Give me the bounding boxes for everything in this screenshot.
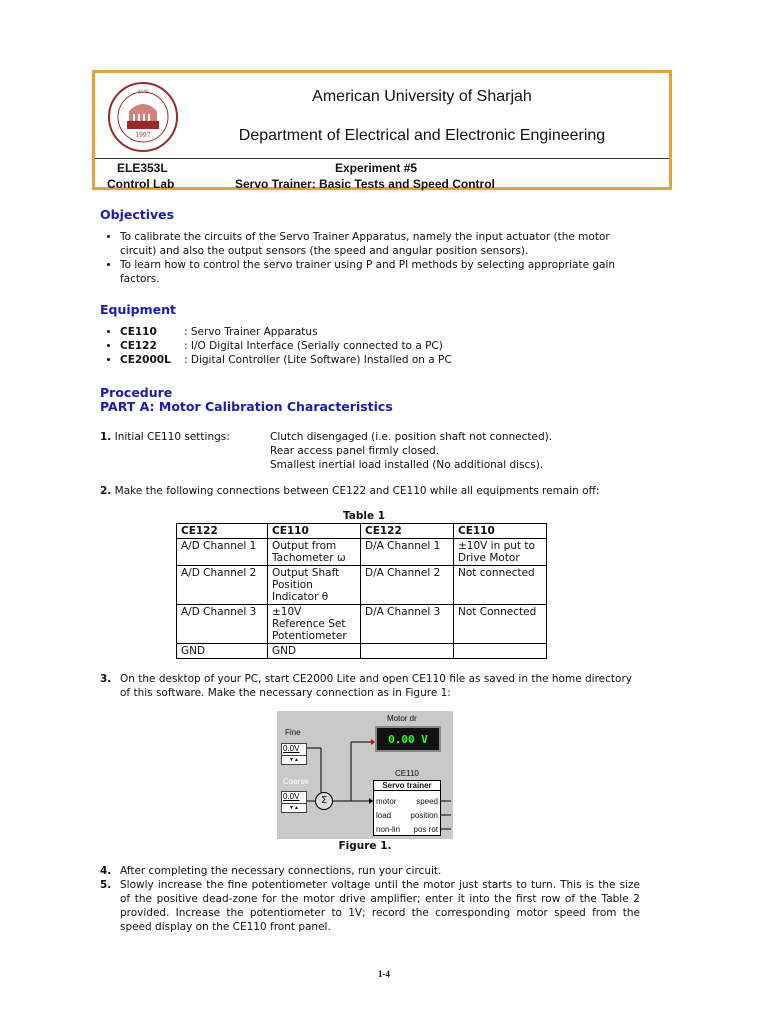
input-port-motor: motor — [376, 797, 397, 806]
objective-item: • To calibrate the circuits of the Servo Trainer Apparatus, namely the input actuator (the motor circuit) and also the output sensors (the speed and angular position sensors). — [120, 230, 640, 258]
equipment-desc: : I/O Digital Interface (Serially connected to a PC) — [184, 340, 443, 352]
objective-item: • To learn how to control the servo trainer using P and PI methods by selecting appropriate gain factors. — [120, 258, 640, 286]
output-port-pos-rot: pos rot — [413, 825, 438, 834]
fine-label: Fine — [285, 728, 301, 737]
document-header — [92, 70, 672, 190]
equipment-heading: Equipment — [100, 302, 176, 317]
equipment-item — [120, 339, 640, 353]
equipment-item — [120, 325, 640, 339]
table-cell: A/D Channel 3 — [177, 605, 268, 644]
fine-potentiometer[interactable] — [281, 743, 307, 765]
coarse-value: 0.0V — [283, 792, 300, 801]
input-port-non-lin: non-lin — [376, 825, 401, 834]
motor-voltage-display — [375, 726, 441, 752]
table-cell: D/A Channel 1 — [361, 539, 454, 566]
step-2-text: Make the following connections between CE122 and CE110 while all equipments remain off: — [114, 485, 600, 497]
step-5 — [100, 878, 640, 934]
objectives-heading: Objectives — [100, 207, 175, 222]
table-header-cell: CE122 — [177, 524, 268, 539]
step-1 — [100, 430, 640, 472]
equipment-code: CE122 — [120, 340, 157, 352]
svg-text:AUS: AUS — [137, 89, 149, 95]
equipment-code: CE110 — [120, 326, 157, 338]
summing-junction-icon: Σ — [315, 792, 333, 810]
table-cell: Output from Tachometer ω — [268, 539, 361, 566]
figure-1-diagram — [277, 711, 453, 839]
equipment-desc: : Digital Controller (Lite Software) Installed on a PC — [184, 354, 452, 366]
table-cell: Not Connected — [454, 605, 547, 644]
fine-stepper-arrows[interactable]: ▾ ▴ — [282, 755, 306, 764]
figure-1-caption: Figure 1. — [338, 840, 392, 852]
motor-display-label: Motor dr — [387, 714, 417, 723]
coarse-stepper-arrows[interactable]: ▾ ▴ — [282, 803, 306, 812]
table-cell: A/D Channel 1 — [177, 539, 268, 566]
part-a-heading: PART A: Motor Calibration Characteristics — [100, 399, 393, 414]
step-number: 1. — [100, 431, 112, 443]
motor-voltage-value: 0.00 V — [388, 733, 428, 746]
table-row — [177, 644, 547, 659]
step-number: 4. — [100, 865, 112, 877]
step-2 — [100, 484, 640, 498]
setting-line: Rear access panel firmly closed. — [270, 445, 440, 457]
table-header-cell: CE122 — [361, 524, 454, 539]
page-number: 1-4 — [378, 969, 390, 979]
setting-line: Smallest inertial load installed (No additional discs). — [270, 459, 544, 471]
experiment-number: Experiment #5 — [335, 161, 418, 175]
table-cell: Output Shaft Position Indicator θ — [268, 566, 361, 605]
equipment-section — [100, 303, 640, 367]
objectives-section — [100, 208, 640, 286]
step-number: 2. — [100, 485, 112, 497]
step-number: 3. — [100, 673, 112, 685]
equipment-list — [100, 325, 640, 367]
table-cell: GND — [177, 644, 268, 659]
coarse-label: Coarse — [283, 777, 309, 786]
servo-block-name: Servo trainer — [374, 781, 440, 791]
step-1-label: Initial CE110 settings: — [114, 431, 230, 443]
table-cell — [361, 644, 454, 659]
table-1 — [176, 523, 547, 659]
svg-text:1997: 1997 — [135, 132, 151, 139]
step-3 — [100, 672, 640, 700]
table-header-cell: CE110 — [268, 524, 361, 539]
course-name: Control Lab — [107, 177, 175, 191]
table-cell: D/A Channel 2 — [361, 566, 454, 605]
table-row — [177, 566, 547, 605]
equipment-code: CE2000L — [120, 354, 171, 366]
experiment-title: Servo Trainer: Basic Tests and Speed Control — [235, 177, 495, 191]
step-4 — [100, 864, 640, 878]
step-3-text: On the desktop of your PC, start CE2000 Lite and open CE110 file as saved in the home directory of this software. Make the necessary connection as in Figure 1: — [120, 673, 632, 699]
department-name: Department of Electrical and Electronic Engineering — [238, 127, 606, 144]
table-cell: A/D Channel 2 — [177, 566, 268, 605]
table-cell: ±10V Reference Set Potentiometer — [268, 605, 361, 644]
procedure-section — [100, 386, 640, 414]
output-port-position: position — [410, 811, 438, 820]
fine-value: 0.0V — [283, 744, 300, 753]
equipment-item — [120, 353, 640, 367]
servo-trainer-block[interactable] — [373, 780, 441, 836]
step-number: 5. — [100, 879, 112, 891]
table-header-row — [177, 524, 547, 539]
equipment-desc: : Servo Trainer Apparatus — [184, 326, 318, 338]
course-code: ELE353L — [117, 161, 168, 175]
table-cell: ±10V in put to Drive Motor — [454, 539, 547, 566]
table-cell: D/A Channel 3 — [361, 605, 454, 644]
table-cell — [454, 644, 547, 659]
table-row — [177, 605, 547, 644]
header-divider — [95, 158, 669, 159]
input-port-load: load — [376, 811, 392, 820]
step-5-text: Slowly increase the fine potentiometer voltage until the motor just starts to turn. This is the size of the positive dead-zone for the motor drive amplifier; enter it into the first row of the Table 2 provided. Increase the potentiometer to 1V; record the corresponding motor speed from the speed display on the CE110 front panel. — [120, 879, 640, 933]
step-1-settings — [270, 430, 552, 472]
table-1-caption: Table 1 — [342, 510, 386, 522]
objectives-list — [100, 230, 640, 286]
setting-line: Clutch disengaged (i.e. position shaft not connected). — [270, 431, 553, 443]
table-cell: GND — [268, 644, 361, 659]
university-name: American University of Sharjah — [312, 88, 532, 105]
table-header-cell: CE110 — [454, 524, 547, 539]
procedure-heading: Procedure — [100, 385, 173, 400]
step-4-text: After completing the necessary connections, run your circuit. — [120, 865, 442, 877]
block-title: CE110 — [395, 769, 419, 778]
table-cell: Not connected — [454, 566, 547, 605]
output-port-speed: speed — [416, 797, 438, 806]
step-1-label-wrap — [100, 430, 270, 472]
coarse-potentiometer[interactable] — [281, 791, 307, 813]
table-row — [177, 539, 547, 566]
